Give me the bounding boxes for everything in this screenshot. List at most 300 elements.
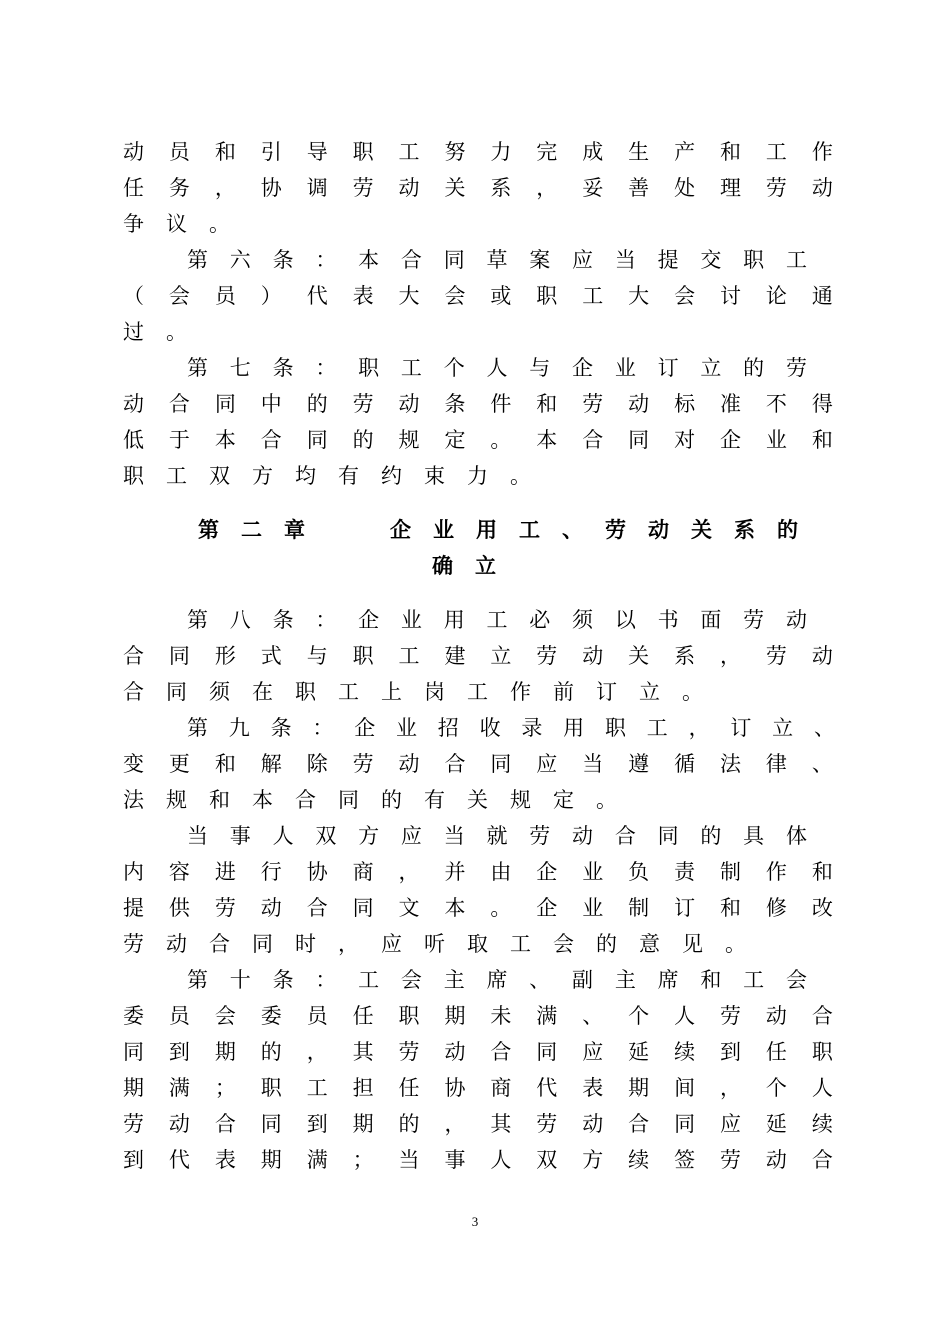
glyph: 其: [352, 1040, 374, 1064]
glyph: 人: [490, 1148, 512, 1172]
glyph: 会: [214, 1004, 236, 1028]
glyph: 劳: [765, 644, 787, 668]
glyph: 收: [479, 716, 501, 740]
glyph: 行: [260, 860, 282, 884]
text-line: [123, 854, 833, 890]
glyph: 表: [582, 1076, 604, 1100]
chapter-label: 第二章: [198, 517, 327, 542]
glyph: 协: [306, 860, 328, 884]
glyph: 副: [572, 968, 594, 992]
glyph: 合: [295, 788, 316, 812]
glyph: 第: [187, 356, 208, 380]
glyph: 工: [765, 140, 787, 164]
glyph: 妥: [582, 176, 604, 200]
glyph: 立: [772, 716, 794, 740]
glyph: 同: [168, 644, 190, 668]
glyph: 内: [123, 860, 144, 884]
glyph: 席: [486, 968, 508, 992]
glyph: 条: [444, 392, 466, 416]
glyph: 期: [444, 1004, 466, 1028]
glyph: 招: [437, 716, 459, 740]
glyph: ：: [315, 968, 337, 992]
glyph: 六: [229, 248, 251, 272]
glyph: 听: [424, 932, 445, 956]
glyph: ，: [444, 1112, 466, 1136]
glyph: 于: [168, 428, 190, 452]
glyph: 解: [260, 752, 282, 776]
glyph: 个: [765, 1076, 787, 1100]
glyph: 。: [490, 896, 512, 920]
glyph: 规: [398, 428, 420, 452]
glyph: 条: [270, 716, 292, 740]
glyph: 双: [209, 464, 230, 488]
glyph: 本: [252, 788, 273, 812]
glyph: 论: [765, 284, 787, 308]
glyph: 见: [682, 932, 703, 956]
glyph: 条: [272, 968, 294, 992]
glyph: 业: [400, 608, 422, 632]
glyph: 准: [719, 392, 741, 416]
glyph: 大: [628, 284, 650, 308]
glyph: 工: [743, 968, 765, 992]
glyph: 任: [765, 1040, 787, 1064]
glyph: 生: [628, 140, 650, 164]
glyph: 职: [352, 140, 374, 164]
glyph: 工: [582, 284, 604, 308]
glyph: 定: [444, 428, 466, 452]
glyph: 企: [536, 860, 558, 884]
glyph: 立: [639, 680, 660, 704]
glyph: 的: [398, 1112, 420, 1136]
glyph: 职: [398, 1004, 420, 1028]
glyph: 工: [166, 464, 187, 488]
glyph: 商: [490, 1076, 512, 1100]
glyph: 合: [811, 1148, 833, 1172]
glyph: 过: [123, 320, 144, 344]
glyph: 约: [381, 464, 402, 488]
glyph: 工: [306, 1076, 328, 1100]
glyph: 本: [536, 428, 558, 452]
glyph: 同: [214, 392, 236, 416]
glyph: 引: [260, 140, 282, 164]
glyph: 会: [553, 932, 574, 956]
glyph: 时: [295, 932, 316, 956]
chapter-title-line-2: 确立: [432, 553, 518, 578]
glyph: 协: [444, 1076, 466, 1100]
glyph: 和: [536, 392, 558, 416]
glyph: 调: [306, 176, 328, 200]
glyph: 低: [123, 428, 144, 452]
glyph: 订: [730, 716, 752, 740]
glyph: 和: [719, 896, 741, 920]
glyph: 订: [674, 896, 696, 920]
glyph: 九: [228, 716, 250, 740]
glyph: 当: [398, 1148, 420, 1172]
text-line: [123, 134, 833, 170]
glyph: 动: [398, 752, 420, 776]
glyph: 合: [260, 428, 282, 452]
glyph: 岗: [424, 680, 445, 704]
glyph: 当: [582, 752, 604, 776]
glyph: 间: [674, 1076, 696, 1100]
glyph: 同: [306, 428, 328, 452]
glyph: 须: [572, 608, 594, 632]
glyph: 制: [719, 860, 741, 884]
glyph: 合: [628, 1112, 650, 1136]
glyph: 企: [536, 896, 558, 920]
glyph: 的: [596, 932, 617, 956]
glyph: 责: [674, 860, 696, 884]
glyph: 具: [743, 824, 765, 848]
glyph: 不: [765, 392, 787, 416]
glyph: 力: [490, 140, 512, 164]
glyph: 并: [444, 860, 466, 884]
glyph: 工: [398, 644, 420, 668]
glyph: 员: [214, 284, 236, 308]
glyph: 关: [444, 176, 466, 200]
glyph: 草: [486, 248, 508, 272]
glyph: 动: [811, 644, 833, 668]
glyph: 会: [674, 284, 696, 308]
glyph: 作: [765, 860, 787, 884]
glyph: 业: [582, 860, 604, 884]
glyph: 录: [521, 716, 543, 740]
glyph: 协: [260, 176, 282, 200]
article-8-line: [187, 602, 807, 638]
glyph: 、: [582, 1004, 604, 1028]
glyph: 动: [628, 392, 650, 416]
glyph: 订: [596, 680, 617, 704]
glyph: 职: [358, 356, 380, 380]
glyph: 提: [657, 248, 679, 272]
glyph: 得: [811, 392, 833, 416]
glyph: 法: [719, 752, 741, 776]
glyph: 本: [358, 248, 380, 272]
glyph: 合: [123, 680, 144, 704]
glyph: 委: [123, 1004, 144, 1028]
glyph: 均: [295, 464, 316, 488]
glyph: 产: [674, 140, 696, 164]
glyph: 个: [443, 356, 465, 380]
glyph: 员: [168, 1004, 190, 1028]
glyph: 主: [614, 968, 636, 992]
glyph: 、: [811, 752, 833, 776]
glyph: 劳: [123, 1112, 144, 1136]
glyph: 作: [510, 680, 531, 704]
glyph: 同: [123, 1040, 144, 1064]
glyph: 事: [444, 1148, 466, 1172]
glyph: ：: [315, 356, 337, 380]
glyph: 用: [563, 716, 585, 740]
glyph: 有: [424, 788, 445, 812]
glyph: 职: [536, 284, 558, 308]
glyph: 职: [352, 644, 374, 668]
glyph: 标: [674, 392, 696, 416]
glyph: 续: [811, 1112, 833, 1136]
glyph: 。: [490, 428, 512, 452]
glyph: 制: [628, 896, 650, 920]
glyph: ）: [260, 284, 282, 308]
text-line: [123, 998, 833, 1034]
text-line: [123, 1142, 833, 1178]
glyph: 应: [572, 248, 594, 272]
glyph: 期: [214, 1040, 236, 1064]
glyph: 劳: [719, 1004, 741, 1028]
glyph: 劳: [536, 644, 558, 668]
glyph: 立: [700, 356, 722, 380]
glyph: 和: [719, 140, 741, 164]
glyph: 取: [467, 932, 488, 956]
glyph: 意: [639, 932, 660, 956]
glyph: 期: [123, 1076, 144, 1100]
glyph: 期: [260, 1148, 282, 1172]
glyph: 同: [536, 1040, 558, 1064]
page-number: 3: [471, 1214, 479, 1229]
glyph: 和: [214, 140, 236, 164]
glyph: 。: [510, 464, 531, 488]
glyph: 人: [674, 1004, 696, 1028]
glyph: 劳: [398, 1040, 420, 1064]
glyph: 规: [510, 788, 531, 812]
glyph: 劳: [719, 1148, 741, 1172]
glyph: 职: [811, 1040, 833, 1064]
glyph: 当: [614, 248, 636, 272]
glyph: 席: [657, 968, 679, 992]
text-line: [123, 674, 833, 710]
glyph: 企: [572, 356, 594, 380]
glyph: 劳: [352, 176, 374, 200]
glyph: 工: [510, 932, 531, 956]
glyph: 条: [272, 608, 294, 632]
glyph: 满: [536, 1004, 558, 1028]
glyph: 同: [628, 428, 650, 452]
glyph: 动: [168, 1112, 190, 1136]
glyph: 体: [785, 824, 807, 848]
glyph: 同: [252, 932, 273, 956]
glyph: 代: [306, 284, 328, 308]
glyph: 任: [398, 1076, 420, 1100]
glyph: 双: [536, 1148, 558, 1172]
text-line: [123, 422, 833, 458]
glyph: 同: [657, 824, 679, 848]
text-line: [123, 890, 833, 926]
text-line: [123, 1034, 833, 1070]
glyph: 企: [354, 716, 376, 740]
glyph: ，: [306, 1040, 328, 1064]
glyph: 职: [295, 680, 316, 704]
glyph: 努: [444, 140, 466, 164]
glyph: 商: [352, 860, 374, 884]
glyph: 与: [306, 644, 328, 668]
glyph: 由: [490, 860, 512, 884]
glyph: 与: [529, 356, 551, 380]
glyph: 合: [209, 932, 230, 956]
glyph: 讨: [719, 284, 741, 308]
text-line: [123, 314, 833, 350]
glyph: 劳: [536, 1112, 558, 1136]
glyph: 同: [443, 248, 465, 272]
glyph: 期: [352, 1112, 374, 1136]
glyph: ，: [338, 932, 359, 956]
glyph: 动: [582, 644, 604, 668]
glyph: 企: [358, 608, 380, 632]
glyph: ：: [315, 608, 337, 632]
glyph: 遵: [628, 752, 650, 776]
glyph: 第: [187, 968, 208, 992]
glyph: 应: [536, 752, 558, 776]
glyph: 通: [811, 284, 833, 308]
glyph: 主: [443, 968, 465, 992]
glyph: 工: [398, 140, 420, 164]
glyph: 动: [123, 392, 144, 416]
glyph: ，: [214, 176, 236, 200]
paragraph-line: [187, 818, 807, 854]
glyph: 定: [553, 788, 574, 812]
glyph: 委: [260, 1004, 282, 1028]
glyph: 订: [657, 356, 679, 380]
glyph: 工: [358, 968, 380, 992]
glyph: 到: [168, 1040, 190, 1064]
glyph: 前: [553, 680, 574, 704]
glyph: 和: [214, 752, 236, 776]
glyph: 以: [614, 608, 636, 632]
glyph: 条: [272, 356, 294, 380]
glyph: 交: [700, 248, 722, 272]
glyph: 应: [381, 932, 402, 956]
glyph: 个: [628, 1004, 650, 1028]
glyph: 到: [123, 1148, 144, 1172]
glyph: 劳: [352, 752, 374, 776]
glyph: 满: [306, 1148, 328, 1172]
glyph: 工: [400, 356, 422, 380]
glyph: 系: [490, 176, 512, 200]
glyph: 变: [123, 752, 144, 776]
glyph: 有: [338, 464, 359, 488]
glyph: 员: [306, 1004, 328, 1028]
glyph: 方: [358, 824, 380, 848]
glyph: 人: [486, 356, 508, 380]
glyph: 面: [700, 608, 722, 632]
glyph: 。: [682, 680, 703, 704]
glyph: 同: [260, 1112, 282, 1136]
glyph: 修: [765, 896, 787, 920]
glyph: 动: [398, 392, 420, 416]
glyph: 第: [187, 248, 208, 272]
text-line: [123, 926, 833, 962]
glyph: 本: [444, 896, 466, 920]
glyph: 职: [743, 248, 765, 272]
glyph: 的: [700, 824, 722, 848]
glyph: 动: [166, 932, 187, 956]
glyph: （: [123, 284, 144, 308]
glyph: 式: [260, 644, 282, 668]
glyph: 的: [381, 788, 402, 812]
glyph: 建: [444, 644, 466, 668]
glyph: 动: [582, 1112, 604, 1136]
glyph: 会: [785, 968, 807, 992]
glyph: 件: [490, 392, 512, 416]
glyph: 业: [765, 428, 787, 452]
glyph: 代: [168, 1148, 190, 1172]
glyph: 工: [646, 716, 668, 740]
glyph: 和: [811, 428, 833, 452]
glyph: 七: [229, 356, 251, 380]
glyph: 动: [123, 140, 144, 164]
glyph: 会: [400, 968, 422, 992]
glyph: 业: [582, 896, 604, 920]
glyph: 续: [628, 1148, 650, 1172]
glyph: 循: [674, 752, 696, 776]
glyph: 提: [123, 896, 144, 920]
glyph: 关: [628, 644, 650, 668]
glyph: 法: [123, 788, 144, 812]
glyph: 劳: [743, 608, 765, 632]
glyph: 书: [657, 608, 679, 632]
glyph: 供: [168, 896, 190, 920]
text-line: [123, 170, 833, 206]
glyph: 上: [381, 680, 402, 704]
text-line: [123, 206, 833, 242]
glyph: 本: [214, 428, 236, 452]
glyph: 第: [187, 608, 208, 632]
glyph: 力: [467, 464, 488, 488]
glyph: 合: [614, 824, 636, 848]
glyph: 务: [168, 176, 190, 200]
text-line: [123, 1106, 833, 1142]
glyph: 职: [604, 716, 626, 740]
glyph: 当: [443, 824, 465, 848]
glyph: 同: [352, 896, 374, 920]
glyph: 文: [398, 896, 420, 920]
glyph: 方: [582, 1148, 604, 1172]
glyph: 同: [490, 752, 512, 776]
glyph: 会: [444, 284, 466, 308]
glyph: 须: [209, 680, 230, 704]
glyph: 第: [187, 716, 208, 740]
glyph: 任: [352, 1004, 374, 1028]
glyph: 未: [490, 1004, 512, 1028]
glyph: 立: [490, 644, 512, 668]
glyph: 同: [674, 1112, 696, 1136]
glyph: 续: [674, 1040, 696, 1064]
glyph: 就: [486, 824, 508, 848]
glyph: 八: [229, 608, 251, 632]
glyph: 用: [443, 608, 465, 632]
glyph: 劳: [123, 932, 144, 956]
glyph: 延: [628, 1040, 650, 1064]
glyph: ；: [352, 1148, 374, 1172]
glyph: 其: [490, 1112, 512, 1136]
glyph: 的: [743, 356, 765, 380]
glyph: 必: [529, 608, 551, 632]
glyph: 动: [398, 176, 420, 200]
glyph: 、: [529, 968, 551, 992]
glyph: 或: [490, 284, 512, 308]
glyph: 满: [168, 1076, 190, 1100]
glyph: 更: [168, 752, 190, 776]
glyph: 导: [306, 140, 328, 164]
article-10-line: [187, 962, 807, 998]
glyph: 合: [306, 896, 328, 920]
glyph: 方: [252, 464, 273, 488]
glyph: 、: [813, 716, 835, 740]
glyph: 工: [785, 248, 807, 272]
glyph: 理: [719, 176, 741, 200]
glyph: 到: [719, 1040, 741, 1064]
glyph: 业: [614, 356, 636, 380]
glyph: 作: [811, 140, 833, 164]
glyph: 企: [719, 428, 741, 452]
